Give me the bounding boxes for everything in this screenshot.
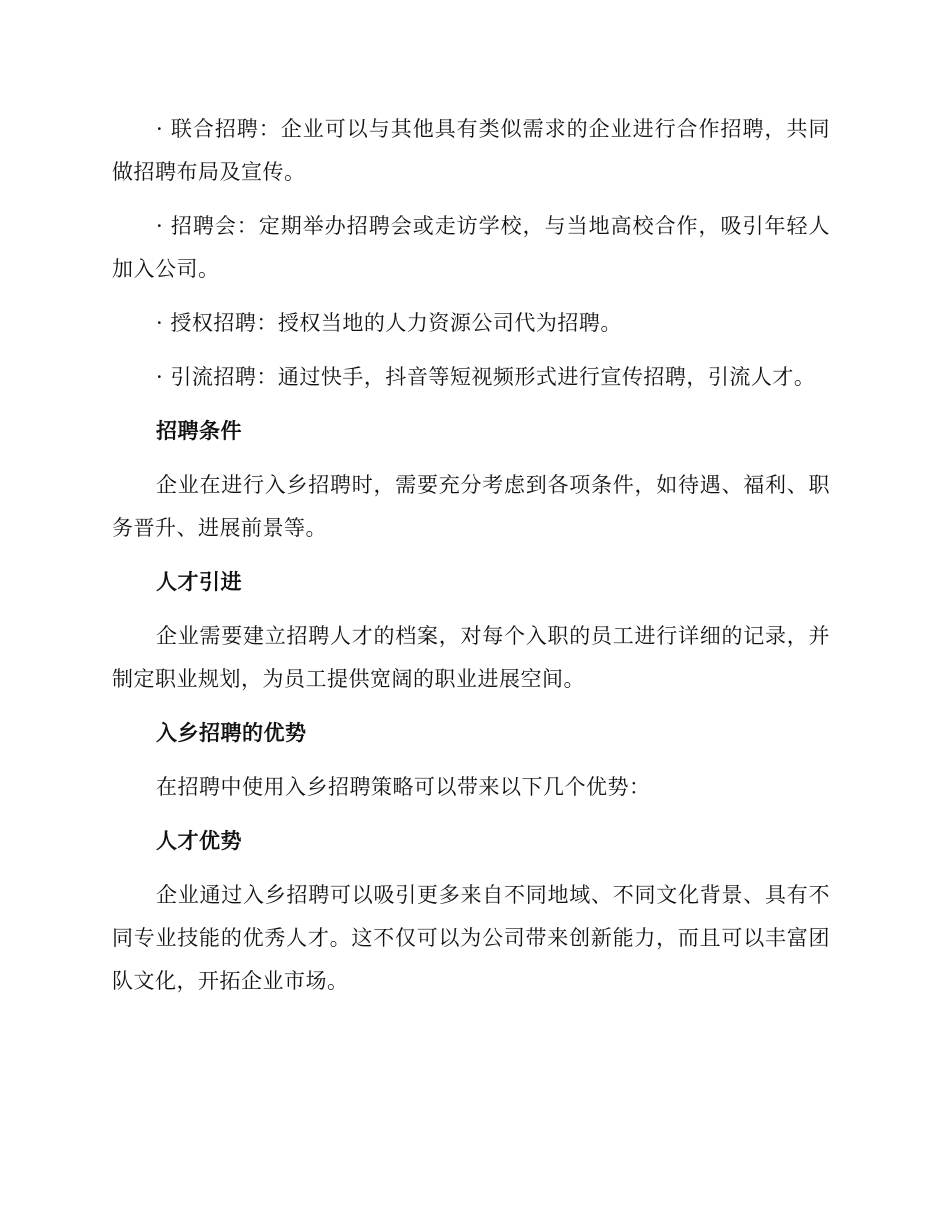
bullet-job-fair: · 招聘会：定期举办招聘会或走访学校，与当地高校合作，吸引年轻人加入公司。 <box>112 214 830 281</box>
heading-rural-recruitment-advantages: 入乡招聘的优势 <box>156 721 307 745</box>
paragraph-rural-recruitment-advantages: 在招聘中使用入乡招聘策略可以带来以下几个优势： <box>156 775 651 799</box>
heading-talent-introduction: 人才引进 <box>156 570 242 594</box>
paragraph-talent-introduction: 企业需要建立招聘人才的档案，对每个入职的员工进行详细的记录，并制定职业规划，为员工提供宽阔的职业进展空间。 <box>112 624 830 691</box>
bullet-authorized-recruitment: · 授权招聘：授权当地的人力资源公司代为招聘。 <box>156 311 622 335</box>
bullet-traffic-recruitment: · 引流招聘：通过快手，抖音等短视频形式进行宣传招聘，引流人才。 <box>156 365 816 389</box>
heading-talent-advantage: 人才优势 <box>156 829 242 853</box>
bullet-joint-recruitment: · 联合招聘：企业可以与其他具有类似需求的企业进行合作招聘，共同做招聘布局及宣传。 <box>112 117 830 184</box>
paragraph-talent-advantage: 企业通过入乡招聘可以吸引更多来自不同地域、不同文化背景、具有不同专业技能的优秀人才。这不仅可以为公司带来创新能力，而且可以丰富团队文化，开拓企业市场。 <box>112 883 830 993</box>
heading-recruitment-conditions: 招聘条件 <box>156 419 242 443</box>
paragraph-recruitment-conditions: 企业在进行入乡招聘时，需要充分考虑到各项条件，如待遇、福利、职务晋升、进展前景等。 <box>112 473 830 540</box>
